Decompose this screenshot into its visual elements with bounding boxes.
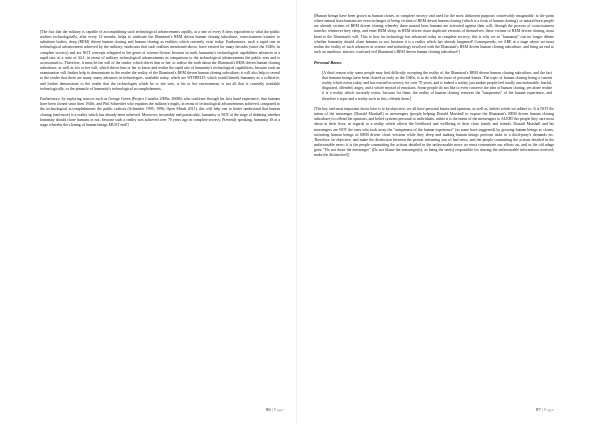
left-paragraph-1: [The fact that the military is capable of accomplishing such technological advancements rapidly, at a rate of every 8 days equivalent to what the public realises technologically, after every 12 months, helps to vindicate the Illuminati's REM driven human cloning subculture, consciousness transfer to substitute bodies, deep (REM) driven human cloning and human cloning as realities which currently exist today. Furthermore, such a rapid rate in technological advancement achieved by the military, vindicates that such realities mentioned above, have existed for many decades (since the 1940s, in complete secrecy) and are NOT concepts relegated to the genre of science-fiction, because in truth, humanity's technological capabilities advances at a rapid rate, at a ratio of 44:1, in terms of military technological advancements in comparison to the technological advancements the public sees and is accustomed to. Therefore, it must be the will of the reader, which drives him or her, to realise the truth about the Illuminati's REM driven human cloning subculture, as well as, his or her will, which drives him or her to know and realise the rapid rate of humanity's technological capabilities, because such an examination will further help to demonstrate to the reader the reality of the Illuminati's REM driven human cloning subculture; it will also help to reveal to the reader that there are many, many advances in technologies, available today, which are WITHELD, which would benefit humanity as a collective, and further demonstrate to the reader that the technologies which he or she sees, is his or her environment, is not all that is currently available technologically, or the pinnacle of humanity's technological accomplishments. <box>40 30 280 91</box>
page-gutter <box>296 0 297 424</box>
page-number: 87 <box>536 407 541 412</box>
right-page-footer <box>536 407 554 412</box>
right-page-body <box>314 14 554 164</box>
footer-page-word: Page <box>543 407 554 412</box>
section-heading: Personal Biases <box>314 60 342 66</box>
right-paragraph-2: [The key and most important factor here is to be objective; we all have personal biases and opinions, as well as, beliefs which we adhere to. It is NOT the intent of the messenger (Donald Marshall) or messengers (people helping Donald Marshall to expose the Illuminati's REM driven human cloning subculture) to offend the opinions, and belief systems personal to individuals, rather it is the intent of the messengers to ALERT the people they care most about in their lives, in regards to a reality which affects the livelihood and wellbeing of their close family and friends. Donald Marshall and his messengers are NOT the ones who took away the "uniqueness of the human experience" (as some have suggested) by growing human beings as clones, activating human beings as REM driven clone versions while they sleep and making human beings perform tasks to a third-party's demands etc. Therefore, be objective, and make the distinction between the person informing you of bad news, and the people committing the actions detailed in the unfavourable news; it is the people committing the actions detailed in the unfavourable news we must concentrate our efforts on, and as the old adage goes: "Do not shoot the messenger" (Do not blame the messenger(s), as being the one(s) responsible for sharing the unfavourable information received; make the distinction!)] <box>314 106 554 158</box>
left-paragraph-2: Furthermore, by exploring sources such as George Green (Project Camelot 2008a; 2008b) who confirms through his first hand experience, that humans have been cloned since then 1940s, and Phil Schneider who explains the military's might, in terms of technological advancements achieved, compared to the technological accomplishments the public realises (Schneider 1995; 1996; Open Minds 2011), this will help one to better understand that human cloning (and more) is a reality which has already been achieved. Moreover, invariably and practicality, humanity is NOT at the stage of debating whether humanity should clone humans or not, because such a reality was achieved over 70 years ago in complete secrecy. Presently speaking, humanity IS at a stage whereby the cloning of human beings MUST end!] <box>40 97 280 127</box>
footer-page-word: Page <box>273 407 284 412</box>
left-page <box>0 0 290 424</box>
right-paragraph-indented: [A third reason why some people may find difficulty accepting the reality of the Illuminati's REM driven human cloning subculture, and the fact that humans beings have been cloned as early as the 1940s, is to do with the issue of personal biases. The topic of human cloning being a current reality which exists today, and has existed in secrecy for over 70 years, and is indeed a reality, just makes people feel totally uncomfortable, fearful, disgusted, offended, angry, and a whole myriad of emotions. Some people do not like to even conceive the idea of human cloning, yet alone realise it is a reality which currently exists, because for them, the reality of human cloning removes the "uniqueness" of the human experience, and therefore a topic and a reality such as this, offends them.] <box>322 70 552 101</box>
right-page <box>302 0 592 424</box>
footer-separator: | <box>541 407 543 412</box>
page-number: 86 <box>266 407 271 412</box>
left-page-body <box>40 30 280 133</box>
right-paragraph-1: [Human beings have been grown as human clones, in complete secrecy and used for the most abhorrent purposes conceivably imaginable, to the point where natural born humans are even in danger of being victims of REM driven human cloning (which is a form of human cloning), or natural born people are already victims of REM driven cloning whereby these natural born humans are activated against their will, through the process of consciousness transfer, whenever they sleep, and enter REM sleep, in REM driven clone duplicate versions of themselves, these victims of REM driven cloning, must bend to the Illuminati's will. This is how far technology has advanced today in complete secrecy; this is why we as "humanity" can no longer debate whether humanity should clone humans or not, because it is a reality which has already happened! Consequently, we ARE at a stage where we must realise the reality of such advances in science and technology involved with the Illuminati's REM driven human cloning subculture, and bring an end to such an insidious, sinister, cruel and evil Illuminati's REM driven human cloning subculture!] <box>314 14 554 55</box>
left-page-footer <box>266 407 284 412</box>
footer-separator: | <box>271 407 273 412</box>
